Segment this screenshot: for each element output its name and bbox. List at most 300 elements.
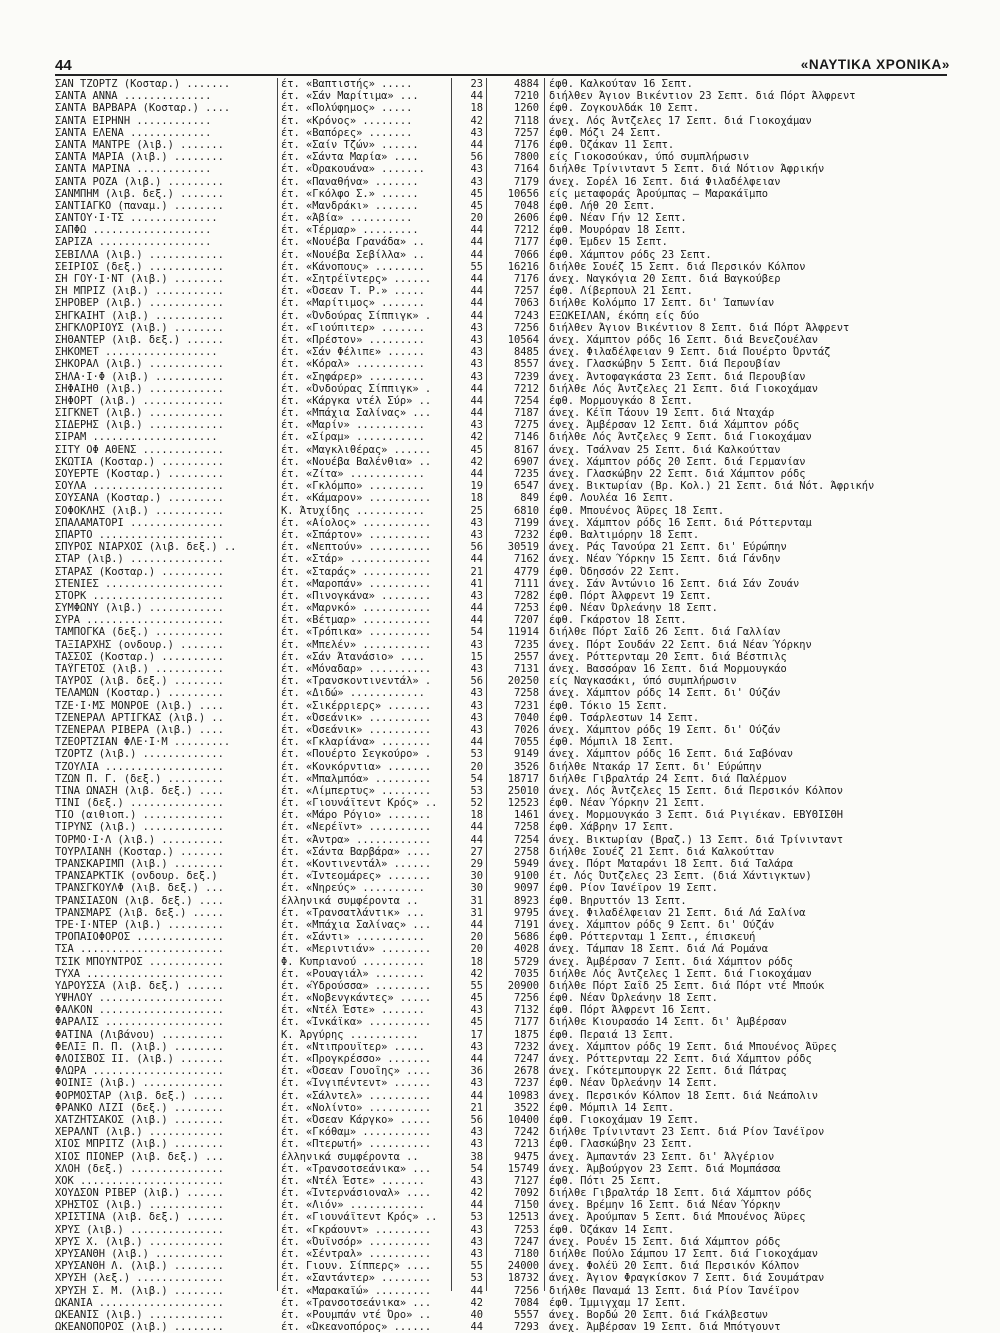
- ship-name: ΣΗΛΑ·Ι·Φ (λιβ.) ...........: [55, 370, 224, 383]
- table-row: [55, 1248, 955, 1260]
- tonnage: 7282: [513, 589, 539, 602]
- movement: έφθ. Νέαν Γήν 12 Σεπτ.: [549, 212, 687, 225]
- tonnage: 7239: [513, 370, 539, 383]
- movement: άνεχ. Βικτωρίαν (Βρ. Κολ.) 21 Σεπτ. διά Νότ. Άφρικήν: [549, 480, 875, 493]
- owner: έτ. «Άβία» ..........: [281, 212, 413, 225]
- built-year: 53: [470, 1211, 483, 1224]
- tonnage: 7066: [513, 248, 539, 261]
- owner: έτ. «Βέτμαρ» ...........: [281, 614, 432, 627]
- table-row: [55, 78, 955, 90]
- tonnage: 8923: [513, 894, 539, 907]
- tonnage: 4028: [513, 943, 539, 956]
- movement: έφθ. Γλασκώβην 23 Σεπτ.: [549, 1138, 693, 1151]
- owner: έτ. «Διδώ» ............: [281, 687, 425, 700]
- built-year: 44: [470, 309, 483, 322]
- table-row: [55, 346, 955, 358]
- owner: έτ. «Τέρμαρ» .........: [281, 224, 419, 237]
- built-year: 43: [470, 346, 483, 359]
- tonnage: 7207: [513, 614, 539, 627]
- movement: είς Ναγκασάκι, ύπό συμπλήρωσιν: [549, 675, 737, 688]
- table-row: [55, 1114, 955, 1126]
- ship-name: ΤΖΕΝΕΡΑΛ ΑΡΤΙΓΚΑΣ (λιβ.) ..: [55, 711, 224, 724]
- owner: έτ. «Γκλόμπο» .........: [281, 480, 425, 493]
- owner: έτ. «Βαπόρες» .......: [281, 126, 413, 139]
- movement: έφθ. Νέαν Ύόρκην 21 Σεπτ.: [549, 797, 706, 810]
- owner: έτ. «Πολύφημος» .....: [281, 102, 413, 115]
- owner: έτ. «Σικέρριερς» .......: [281, 699, 432, 712]
- movement: διήλθε Ντακάρ 17 Σεπτ. δι' Εύρώπην: [549, 760, 762, 773]
- movement: έφθ. Νέαν Όρλεάνην 18 Σεπτ.: [549, 602, 718, 615]
- tonnage: 10656: [507, 187, 539, 200]
- owner: έτ. «Σπάρτον» ..........: [281, 528, 432, 541]
- tonnage: 7257: [513, 126, 539, 139]
- built-year: 56: [470, 1113, 483, 1126]
- built-year: 42: [470, 114, 483, 127]
- built-year: 44: [470, 382, 483, 395]
- tonnage: 11914: [507, 626, 539, 639]
- owner: έτ. «Νολίντο» ..........: [281, 1101, 432, 1114]
- ship-name: ΦΛΩΡΑ .....................: [55, 1065, 224, 1078]
- tonnage: 7213: [513, 1138, 539, 1151]
- ship-name: ΥΔΡΟΥΣΣΑ (λιβ. δεξ.) ......: [55, 979, 224, 992]
- movement: άνεχ. Άμπαντάν 23 Σεπτ. δι' Άλγέριον: [549, 1150, 775, 1163]
- table-row: [55, 675, 955, 687]
- built-year: 45: [470, 1016, 483, 1029]
- owner: έτ. «Νηρεύς» ..........: [281, 882, 425, 895]
- built-year: 44: [470, 614, 483, 627]
- built-year: 43: [470, 126, 483, 139]
- table-row: [55, 1163, 955, 1175]
- built-year: 21: [470, 565, 483, 578]
- ship-name: ΤΖΟΥΛΙΑ ...................: [55, 760, 224, 773]
- owner: έτ. «Ίντερνάσιοναλ» ....: [281, 1187, 432, 1200]
- built-year: 43: [470, 1248, 483, 1260]
- tonnage: 9475: [513, 1150, 539, 1163]
- built-year: 31: [470, 894, 483, 907]
- table-row: [55, 870, 955, 882]
- ship-name: ΤΡΕ·Ι·ΝΤΕΡ (λιβ.) .........: [55, 918, 224, 931]
- table-row: [55, 834, 955, 846]
- built-year: 44: [470, 468, 483, 480]
- table-row: [55, 371, 955, 383]
- owner: έτ. «Γιουνάϊτεντ Κρός» ..: [281, 1211, 438, 1224]
- owner: έτ. «Όσεαν Γουοΐης» ....: [281, 1065, 432, 1078]
- ship-name: ΤΑΫΓΕΤΟΣ (λιβ.) ...........: [55, 663, 224, 675]
- ship-name: ΤΑΜΠΟΓΚΑ (δεξ.) ...........: [55, 626, 224, 639]
- tonnage: 12523: [507, 797, 539, 810]
- built-year: 43: [470, 723, 483, 736]
- built-year: 44: [470, 248, 483, 261]
- ship-name: ΤΙΟ (αιθιοπ.) .............: [55, 809, 224, 822]
- ship-name: ΤΟΡΜΟ·Ι·Λ (λιβ.) ..........: [55, 833, 224, 846]
- owner: έτ. «Σίραμ» ...........: [281, 431, 425, 444]
- tonnage: 4779: [513, 565, 539, 578]
- movement: διήλθεν Άγιον Βικέντιον 8 Σεπτ. διά Πόρτ Άλφρεντ: [549, 321, 850, 334]
- movement: άνεχ. Βορδώ 20 Σεπτ. διά Γκάλβεστων: [549, 1308, 768, 1321]
- movement: έφθ. Περαιά 13 Σεπτ.: [549, 1028, 675, 1041]
- built-year: 43: [470, 163, 483, 176]
- ship-name: ΤΙΝΑ ΩΝΑΣΗ (λιβ. δεξ.) ....: [55, 784, 224, 797]
- movement: έφθ. Ίμμιγχαμ 17 Σεπτ.: [549, 1296, 687, 1309]
- ship-name: ΣΗΦΑΙΗΘ (λιβ.) ............: [55, 382, 224, 395]
- table-row: [55, 1053, 955, 1065]
- ship-name: ΩΚΕΑΝΙΣ (λιβ.) ............: [55, 1308, 224, 1321]
- tonnage: 9097: [513, 882, 539, 895]
- owner: έτ. «Σάν Φέλιπε» ......: [281, 346, 425, 359]
- ship-name: ΧΕΡΑΛΝΤ (λιβ.) ............: [55, 1126, 224, 1139]
- movement: άνεχ. Ναγκόγια 20 Σεπτ. διά Βαγκούβερ: [549, 273, 781, 285]
- tonnage: 7258: [513, 687, 539, 700]
- ship-name: ΤΑΥΡΟΣ (λιβ. δεξ.) ........: [55, 675, 224, 688]
- movement: διήλθε Σουέζ 15 Σεπτ. διά Περσικόν Κόλπον: [549, 260, 806, 273]
- movement: διήλθε Λός Άντζελες 21 Σεπτ. διά Γιοκοχάμαν: [549, 382, 818, 395]
- table-row: [55, 1126, 955, 1138]
- owner: έτ. «Μάρο Ρόγιο» .......: [281, 809, 432, 822]
- table-row: [55, 358, 955, 370]
- table-row: [55, 200, 955, 212]
- table-row: [55, 1272, 955, 1284]
- movement: έφθ. Λίβερπουλ 21 Σεπτ.: [549, 285, 693, 298]
- table-row: [55, 151, 955, 163]
- movement: άνεχ. Άρούμπαν 5 Σεπτ. διά Μπουένος Άϋρες: [549, 1211, 806, 1224]
- table-row: [55, 163, 955, 175]
- built-year: 43: [470, 1077, 483, 1090]
- built-year: 55: [470, 260, 483, 273]
- tonnage: 7162: [513, 553, 539, 566]
- built-year: 56: [470, 151, 483, 164]
- built-year: 18: [470, 955, 483, 968]
- built-year: 53: [470, 1272, 483, 1285]
- tonnage: 7232: [513, 1040, 539, 1053]
- owner: έτ. «Νουέβα Βαλένθια» ..: [281, 455, 432, 468]
- movement: διήλθε Λός Άντζελες 1 Σεπτ. διά Γιοκοχάμαν: [549, 967, 812, 980]
- tonnage: 7164: [513, 163, 539, 176]
- owner: έτ. «Νοβενγκάντες» .....: [281, 992, 432, 1005]
- owner: έτ. «Γκόθαμ» ...........: [281, 1126, 432, 1139]
- movement: έφθ. Ρίον Ίανέϊρον 19 Σεπτ.: [549, 882, 718, 895]
- table-row: [55, 626, 955, 638]
- ship-name: ΣΟΥΛΑ .....................: [55, 480, 224, 493]
- owner: έτ. «Μαροπάν» ..........: [281, 577, 432, 590]
- table-row: [55, 809, 955, 821]
- header-rule: [55, 74, 947, 76]
- table-row: [55, 383, 955, 395]
- built-year: 56: [470, 675, 483, 688]
- table-row: [55, 1175, 955, 1187]
- tonnage: 8557: [513, 358, 539, 371]
- table-row: [55, 1077, 955, 1089]
- ship-name: ΣΠΥΡΟΣ ΝΙΑΡΧΟΣ (λιβ. δεξ.) ..: [55, 541, 237, 554]
- movement: διήλθε Πούλο Σάμπου 17 Σεπτ. διά Γιοκοχάμαν: [549, 1248, 818, 1260]
- owner: έτ. «Τρανσοτσεάνικα» ...: [281, 1296, 432, 1309]
- built-year: 18: [470, 492, 483, 505]
- movement: άνεχ. Πόρτ Σουδάν 22 Σεπτ. διά Νέαν Ύόρκην: [549, 638, 812, 651]
- tonnage: 7258: [513, 821, 539, 834]
- owner: έτ. «Κάνοπους» ........: [281, 260, 425, 273]
- tonnage: 6547: [513, 480, 539, 493]
- table-row: [55, 992, 955, 1004]
- built-year: 41: [470, 577, 483, 590]
- movement: άνεχ. Τσάλναν 25 Σεπτ. διά Καλκούτταν: [549, 443, 781, 456]
- built-year: 42: [470, 455, 483, 468]
- tonnage: 7237: [513, 1077, 539, 1090]
- tonnage: 10400: [507, 1113, 539, 1126]
- built-year: 43: [470, 528, 483, 541]
- owner: έτ. «Όυϊνσόρ» ..........: [281, 1235, 432, 1248]
- table-row: [55, 1090, 955, 1102]
- tonnage: 7055: [513, 736, 539, 749]
- owner: έτ. «Γκράουντ» .........: [281, 1223, 432, 1236]
- built-year: 43: [470, 589, 483, 602]
- movement: άνεχ. Λός Άντζελες 17 Σεπτ. διά Γιοκοχάμαν: [549, 114, 812, 127]
- tonnage: 4884: [513, 78, 539, 90]
- built-year: 43: [470, 1235, 483, 1248]
- tonnage: 3522: [513, 1101, 539, 1114]
- table-row: [55, 334, 955, 346]
- owner: έτ. «Όρακουάνα» .......: [281, 163, 425, 176]
- table-row: [55, 176, 955, 188]
- table-row: [55, 1029, 955, 1041]
- table-row: [55, 980, 955, 992]
- movement: άνεχ. Χάμπτον ρόδς 16 Σεπτ. διά Βενεζουέλαν: [549, 333, 818, 346]
- table-row: [55, 1297, 955, 1309]
- built-year: 43: [470, 1223, 483, 1236]
- table-row: [55, 480, 955, 492]
- tonnage: 12513: [507, 1211, 539, 1224]
- ship-name: ΧΡΥΣΑΝΘΗ (λιβ.) ...........: [55, 1248, 224, 1260]
- owner: έτ. «Σάντα Μαρία» ....: [281, 151, 419, 164]
- built-year: 43: [470, 1126, 483, 1139]
- built-year: 43: [470, 175, 483, 188]
- owner: έτ. «Άντρα» ............: [281, 833, 432, 846]
- ship-name: ΦΑΡΑΛΙΣ ...................: [55, 1016, 224, 1029]
- table-row: [55, 968, 955, 980]
- table-row: [55, 505, 955, 517]
- table-row: [55, 127, 955, 139]
- movement: άνεχ. Άμβέρσαν 12 Σεπτ. διά Χάμπτον ρόδς: [549, 419, 800, 432]
- owner: Κ. Άργύρης ...........: [281, 1028, 419, 1041]
- ship-name: ΤΖΟΡΤΖ (λιβ.) .............: [55, 748, 224, 761]
- built-year: 44: [470, 273, 483, 285]
- built-year: 31: [470, 906, 483, 919]
- movement: άνεχ. Χάμπτον ρόδς 16 Σεπτ. διά Σαβόναν: [549, 748, 793, 761]
- ship-name: ΤΡΑΝΣΚΑΡΙΜΠ (λιβ.) ........: [55, 858, 224, 870]
- owner: έτ. «Νουέβα Σεβίλλα» ..: [281, 248, 425, 261]
- movement: έφθ. Πόρτ Άλφρεντ 16 Σεπτ.: [549, 1004, 712, 1017]
- built-year: 43: [470, 516, 483, 529]
- ship-name: ΣΗ ΓΟΥ·Ι·ΝΤ (λιβ.) ........: [55, 273, 224, 285]
- built-year: 52: [470, 797, 483, 810]
- tonnage: 7243: [513, 309, 539, 322]
- owner: έτ. «Λιόν» ............: [281, 1199, 425, 1212]
- built-year: 42: [470, 967, 483, 980]
- tonnage: 7253: [513, 602, 539, 615]
- tonnage: 7247: [513, 1235, 539, 1248]
- tonnage: 7256: [513, 992, 539, 1005]
- table-row: [55, 651, 955, 663]
- owner: έτ. «Κάργκα ντέλ Σύρ» ..: [281, 394, 432, 407]
- built-year: 43: [470, 663, 483, 675]
- owner: έτ. «Μπαλμπόα» .........: [281, 772, 432, 785]
- tonnage: 8167: [513, 443, 539, 456]
- table-row: [55, 931, 955, 943]
- table-row: [55, 115, 955, 127]
- tonnage: 7256: [513, 1284, 539, 1297]
- tonnage: 5949: [513, 858, 539, 870]
- ship-name: ΤΣΑ .......................: [55, 943, 224, 956]
- tonnage: 7177: [513, 236, 539, 249]
- ship-name: ΧΑΤΖΗΤΣΑΚΟΣ (λιβ.) ........: [55, 1113, 224, 1126]
- ship-name: ΣΗΓΚΑΙΗΤ (λιβ.) ...........: [55, 309, 224, 322]
- tonnage: 20250: [507, 675, 539, 688]
- table-row: [55, 761, 955, 773]
- tonnage: 7177: [513, 1016, 539, 1029]
- movement: διήλθεν Άγιον Βικέντιον 23 Σεπτ. διά Πόρτ Άλφρεντ: [549, 90, 856, 103]
- tonnage: 9149: [513, 748, 539, 761]
- movement: άνεχ. Χάμπτον ρόδς 9 Σεπτ. δι' Ούζάν: [549, 918, 775, 931]
- ship-name: ΩΚΕΑΝΟΠΟΡΟΣ (λιβ.) ........: [55, 1321, 224, 1333]
- tonnage: 3526: [513, 760, 539, 773]
- built-year: 44: [470, 1053, 483, 1065]
- table-row: [55, 273, 955, 285]
- ship-name: ΧΡΙΣΤΙΝΑ (λιβ. δεξ.) ......: [55, 1211, 224, 1224]
- movement: άνεχ. Σάν Άντώνιο 16 Σεπτ. διά Σάν Ζουάν: [549, 577, 800, 590]
- tonnage: 7131: [513, 663, 539, 675]
- built-year: 40: [470, 1308, 483, 1321]
- movement: διήλθε Τρίνινταντ 23 Σεπτ. διά Ρίον Ίανέϊρον: [549, 1126, 825, 1139]
- tonnage: 7063: [513, 297, 539, 310]
- movement: έφθ. Όζάκαν 14 Σεπτ.: [549, 1223, 675, 1236]
- table-row: [55, 895, 955, 907]
- ship-name: ΣΑΝΤΑ ΜΑΡΙΑ (λιβ.) ........: [55, 151, 224, 164]
- tonnage: 20900: [507, 979, 539, 992]
- built-year: 44: [470, 236, 483, 249]
- built-year: 43: [470, 1174, 483, 1187]
- owner: έτ. «Ζίτα» ............: [281, 468, 425, 480]
- ship-name: ΤΑΣΣΟΣ (Κοσταρ.) ..........: [55, 650, 224, 663]
- table-row: [55, 261, 955, 273]
- owner: έτ. «Μαρίν» ...........: [281, 419, 425, 432]
- owner: έτ. «Νουέβα Γρανάδα» ..: [281, 236, 425, 249]
- tonnage: 7256: [513, 321, 539, 334]
- owner: έτ. «Ίνγιπέντεντ» ......: [281, 1077, 432, 1090]
- tonnage: 18732: [507, 1272, 539, 1285]
- ship-name: ΣΚΩΤΙΑ (Κοσταρ.) ..........: [55, 455, 224, 468]
- built-year: 38: [470, 1150, 483, 1163]
- ship-name: ΤΡΑΝΣΓΚΟΥΛΦ (λιβ. δεξ.) ...: [55, 882, 224, 895]
- built-year: 42: [470, 1296, 483, 1309]
- built-year: 18: [470, 102, 483, 115]
- movement: άνεχ. Μορμουγκάο 3 Σεπτ. διά Ριγιέκαν. ΕΒΥΘΙΣΘΗ: [549, 809, 844, 822]
- movement: έφθ. Χάβρην 17 Σεπτ.: [549, 821, 675, 834]
- running-title: «ΝΑΥΤΙΚΑ ΧΡΟΝΙΚΑ»: [800, 57, 950, 72]
- tonnage: 7127: [513, 1174, 539, 1187]
- tonnage: 15749: [507, 1162, 539, 1175]
- movement: έφθ. Μόμπιλ 18 Σεπτ.: [549, 736, 675, 749]
- ship-name: ΧΡΥΣΗ (λεξ.) ..............: [55, 1272, 224, 1285]
- tonnage: 7212: [513, 382, 539, 395]
- owner: έτ. «Κάμαρον» ..........: [281, 492, 432, 505]
- owner: έτ. «Κοντινεντάλ» ......: [281, 858, 432, 870]
- tonnage: 24000: [507, 1260, 539, 1273]
- table-row: [55, 663, 955, 675]
- table-row: [55, 748, 955, 760]
- built-year: 44: [470, 407, 483, 420]
- ship-name: ΦΑΛΚΟΝ ....................: [55, 1004, 224, 1017]
- built-year: 45: [470, 187, 483, 200]
- ship-name: ΧΙΟΣ ΠΙΟΝΕΡ (λιβ. δεξ.) ...: [55, 1150, 224, 1163]
- table-row: [55, 1187, 955, 1199]
- ship-name: ΧΡΥΣΑΝΘΗ Λ. (λιβ.) ........: [55, 1260, 224, 1273]
- built-year: 21: [470, 1101, 483, 1114]
- tonnage: 7253: [513, 1223, 539, 1236]
- owner: έτ. «Προγκρέσσο» .......: [281, 1053, 432, 1065]
- ship-name: ΣΙΡΑΜ ....................: [55, 431, 218, 444]
- tonnage: 7150: [513, 1199, 539, 1212]
- owner: έτ. «Πτερωτή» ..........: [281, 1138, 432, 1151]
- ship-name: ΤΡΑΝΣΑΡΚΤΙΚ (ονδουρ. δεξ.): [55, 870, 218, 883]
- built-year: 44: [470, 297, 483, 310]
- movement: διήλθε Λός Άντζελες 9 Σεπτ. διά Γιοκοχάμαν: [549, 431, 812, 444]
- table-row: [55, 553, 955, 565]
- table-row: [55, 407, 955, 419]
- built-year: 44: [470, 1089, 483, 1102]
- tonnage: 5557: [513, 1308, 539, 1321]
- built-year: 45: [470, 443, 483, 456]
- ship-name: ΦΛΟΙΣΒΟΣ ΙΙ. (λιβ.) .......: [55, 1053, 224, 1065]
- ship-name: ΣΑΡΙΖΑ ..................: [55, 236, 212, 249]
- owner: έτ. «Κονκόρντια» .......: [281, 760, 432, 773]
- built-year: 44: [470, 1321, 483, 1333]
- built-year: 54: [470, 626, 483, 639]
- owner: έτ. «Μαρίτιμος» .......: [281, 297, 425, 310]
- tonnage: 18717: [507, 772, 539, 785]
- ship-name: ΣΥΜΦΩΝΥ (λιβ.) ............: [55, 602, 224, 615]
- table-row: [55, 517, 955, 529]
- movement: έφθ. Χάμπτον ρόδς 23 Σεπτ.: [549, 248, 712, 261]
- table-row: [55, 1004, 955, 1016]
- owner: έτ. «Σαντάντερ» ........: [281, 1272, 432, 1285]
- built-year: 30: [470, 870, 483, 883]
- table-row: [55, 224, 955, 236]
- tonnage: 7176: [513, 138, 539, 151]
- table-row: [55, 639, 955, 651]
- movement: έφθ. Μπουένος Άϋρες 18 Σεπτ.: [549, 504, 725, 517]
- built-year: 19: [470, 480, 483, 493]
- ship-name: ΦΡΑΝΚΟ ΛΙΖΙ (δεξ.) ........: [55, 1101, 224, 1114]
- table-row: [55, 566, 955, 578]
- tonnage: 7210: [513, 90, 539, 103]
- movement: άνεχ. Χάμπτον ρόδς 20 Σεπτ. διά Γερμανίαν: [549, 455, 806, 468]
- movement: άνεχ. Τάμπαν 18 Σεπτ. διά Λά Ρομάνα: [549, 943, 768, 956]
- ship-name: ΧΡΥΣ (λιβ.) ...............: [55, 1223, 224, 1236]
- tonnage: 7146: [513, 431, 539, 444]
- movement: έφθ. Καλκούταν 16 Σεπτ.: [549, 78, 693, 90]
- ship-name: ΣΠΑΡΤΟ ....................: [55, 528, 224, 541]
- built-year: 20: [470, 931, 483, 944]
- ship-name: ΤΡΟΠΑΙΟΦΟΡΟΣ ..............: [55, 931, 224, 944]
- owner: έτ. «Μπελέν» ...........: [281, 638, 432, 651]
- movement: διήλθε Τρίνινταντ 5 Σεπτ. διά Νότιον Άφρικήν: [549, 163, 825, 176]
- owner: έτ. «Ρουαγιάλ» ........: [281, 967, 425, 980]
- ship-name: ΤΖΕ·Ι·ΜΣ ΜΟΝΡΟΕ (λιβ.) ....: [55, 699, 224, 712]
- built-year: 45: [470, 992, 483, 1005]
- owner: έτ. «Πρέστον» .........: [281, 333, 425, 346]
- movement: είς Γιοκοσούκαν, ύπό συμπλήρωσιν: [549, 151, 750, 164]
- ship-name: ΣΑΝΤΑ ΕΙΡΗΝΗ ............: [55, 114, 212, 127]
- tonnage: 7254: [513, 394, 539, 407]
- owner: έτ. «Αίολος» ...........: [281, 516, 432, 529]
